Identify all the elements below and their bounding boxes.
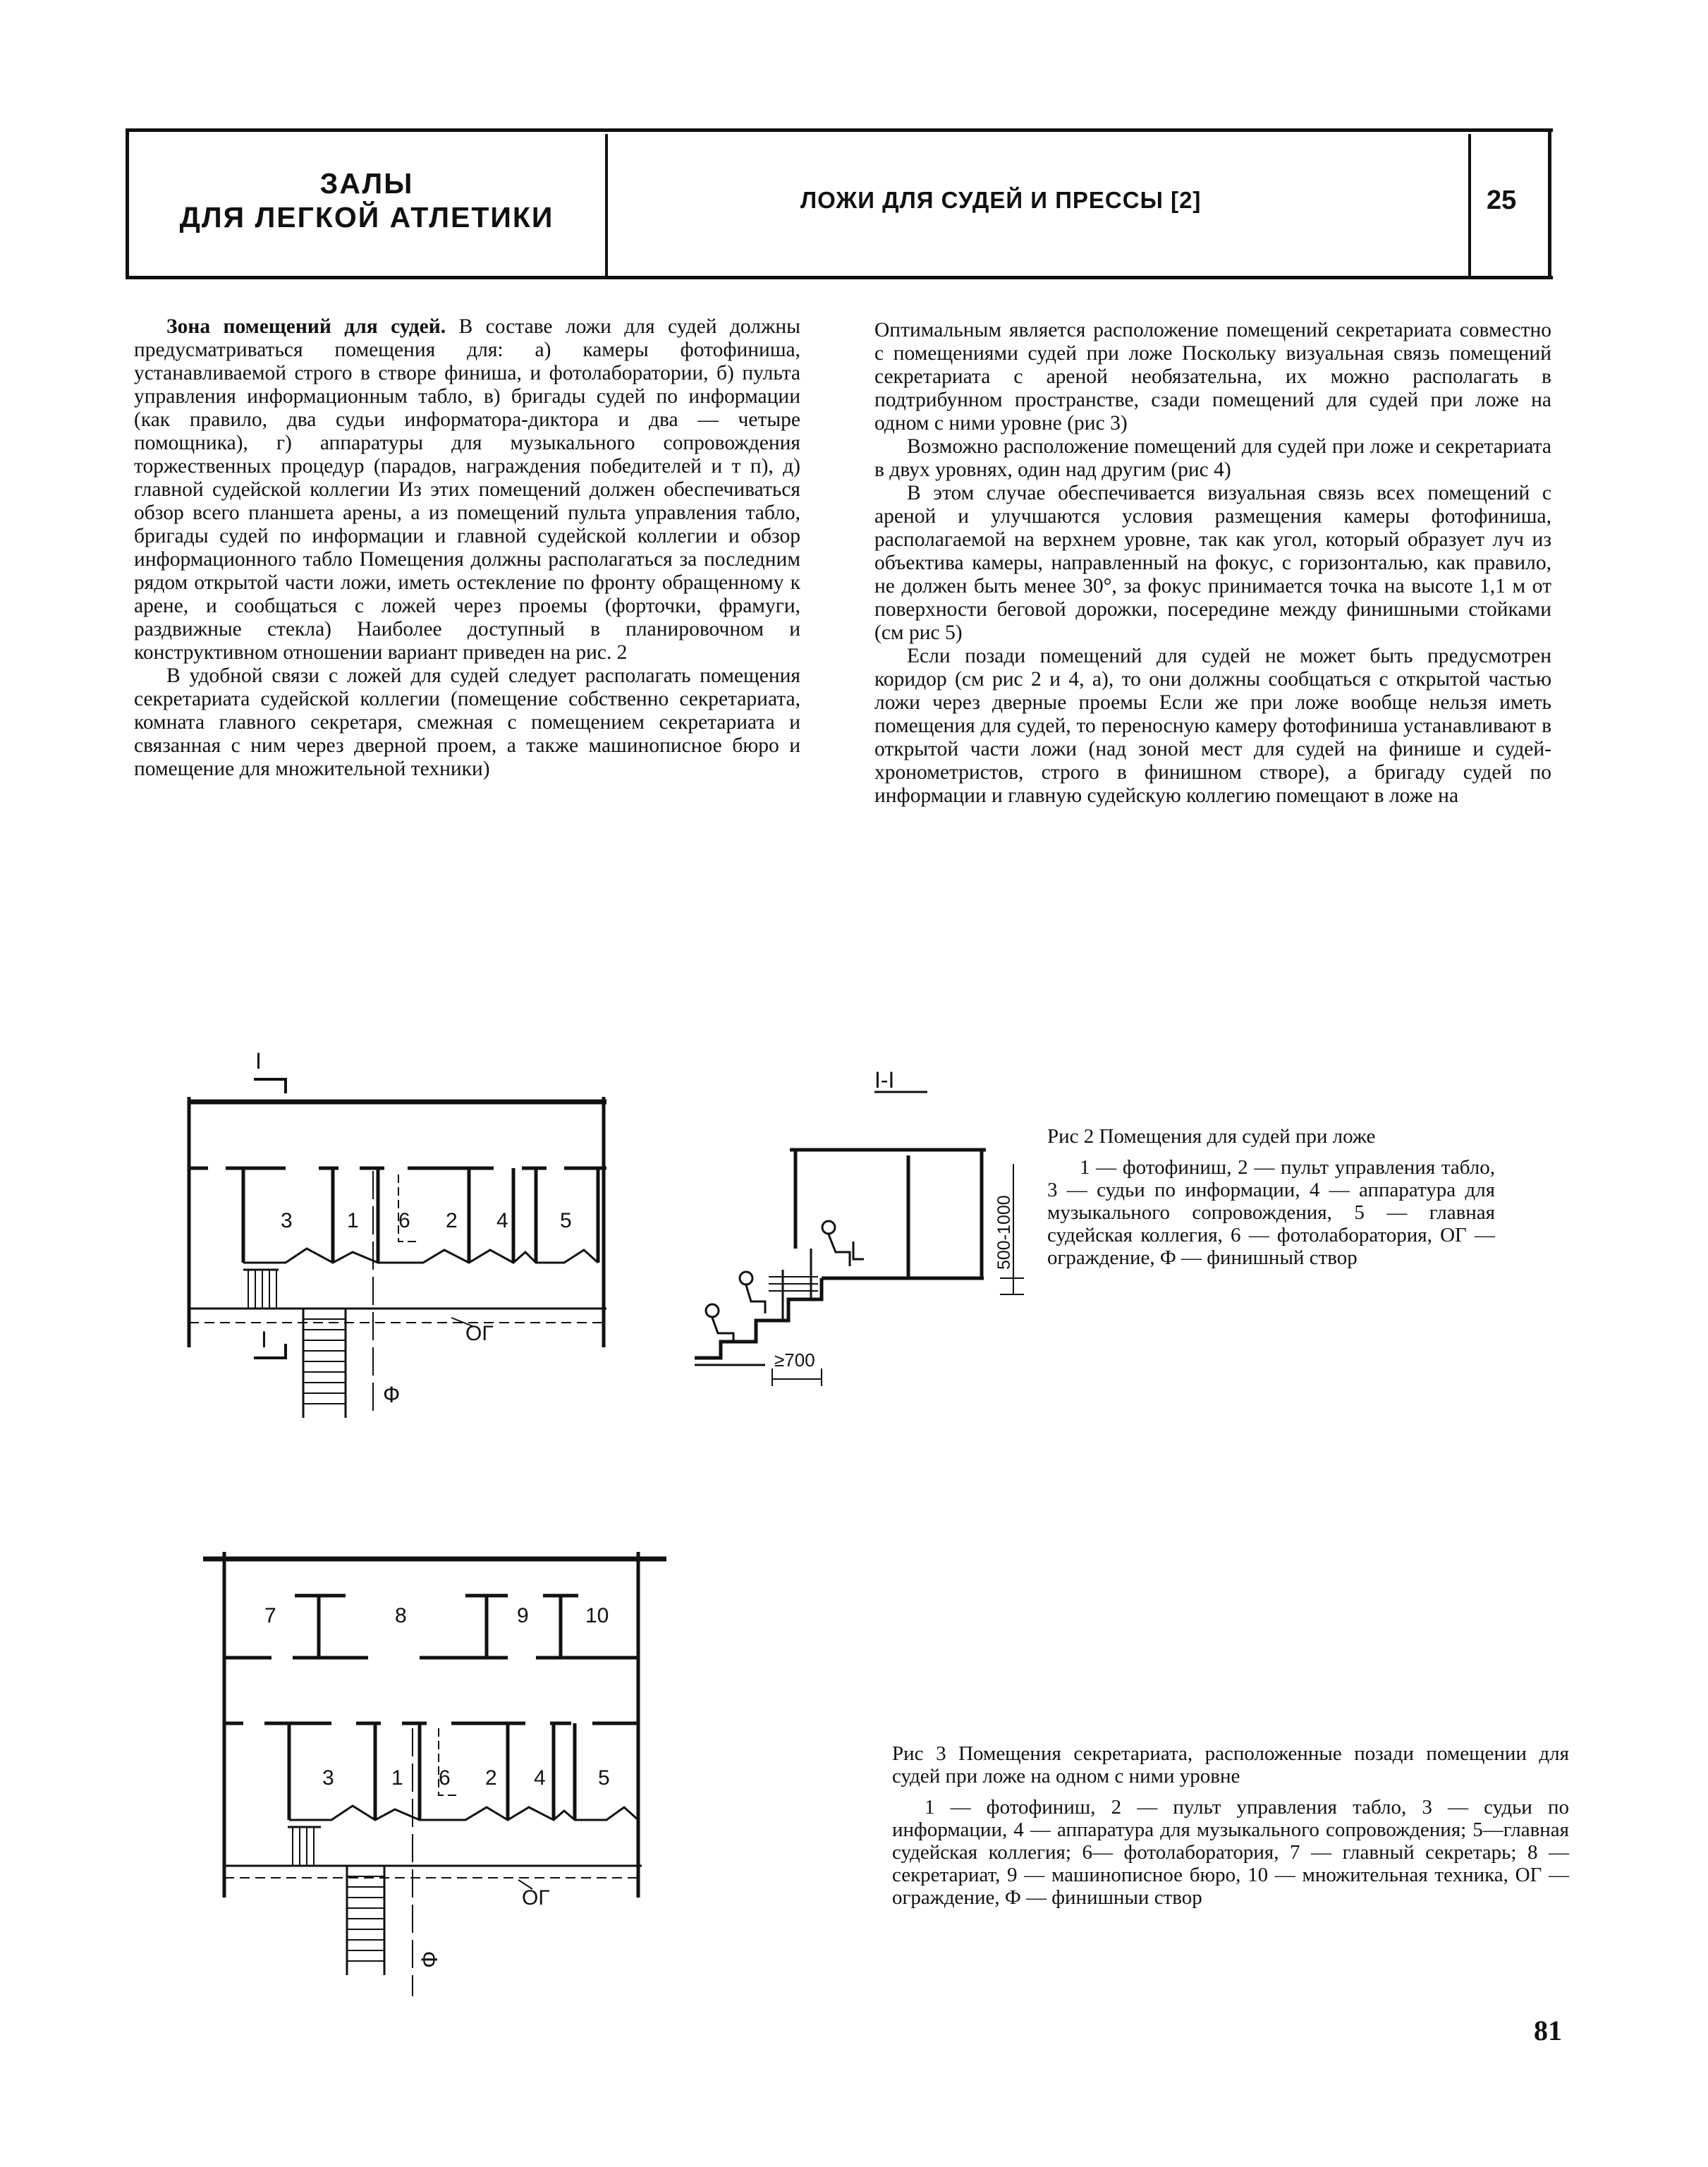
paragraph-text: В составе ложи для судей должны предусматриваться помещения для: а) камеры фотофиниша, устанавливаемой строго в створе финиша, и фотолаборатории, б) пульта управления информационным табло, в) бригады судей по информации (как правило, два судьи информатора-диктора и два — четыре помощника), г) аппаратуры для музыкального сопровождения торжественных процедур (парадов, награждения победителей и т п), д) главной судейской коллегии Из этих помещений должен обеспечиваться обзор всего планшета арены, а из помещений пульта управления табло, бригады судей по информации и главной судейской коллегии и обзор информационного табло Помещения должны располагаться за последним рядом открытой части ложи, иметь остекление по фронту обращенному к арене, и сообщаться с ложей через проемы (форточки, фрамуги, раздвижные стекла) Наиболее доступный в планировочном и конструктивном отношении вариант приведен на рис. 2 <box>134 315 800 664</box>
paragraph: Возможно расположение помещений для судей при ложе и секретариата в двух уровнях, один над другим (рис 4) <box>874 435 1551 481</box>
sheet-number: 25 <box>1487 186 1517 215</box>
caption-legend: 1 — фотофиниш, 2 — пульт управления табло, 3 — судьи по информации, 4 — аппаратура для музыкального сопровождения, 5 — главная судейская коллегия, 6 — фотолаборатория, ОГ — ограждение, Ф — финишный створ <box>1047 1156 1495 1269</box>
plan-label: 5 <box>560 1209 572 1232</box>
plan-label: 4 <box>496 1209 508 1232</box>
plan-label: 2 <box>446 1209 458 1232</box>
figure-3-caption <box>892 1742 1569 1909</box>
plan-label: 10 <box>585 1604 609 1627</box>
plan-label: 6 <box>439 1766 451 1790</box>
caption-title: Рис 3 Помещения секретариата, расположенные позади помещении для судей при ложе на одном с ними уровне <box>892 1742 1569 1787</box>
page-topic: ЛОЖИ ДЛЯ СУДЕЙ И ПРЕССЫ [2] <box>800 187 1202 213</box>
plan-label-finish: Ф <box>417 1950 442 1968</box>
cut-label: I <box>261 1327 267 1352</box>
section-title: I-I <box>874 1067 895 1093</box>
plan-label: 3 <box>322 1766 334 1790</box>
dimension-height: 500-1000 <box>994 1195 1014 1270</box>
section-title-line: ЗАЛЫ <box>319 167 414 200</box>
plan-label: 7 <box>264 1604 276 1627</box>
paragraph-lead: Зона помещений для судей. <box>166 315 446 338</box>
paragraph: Оптимальным является расположение помещений секретариата совместно с помещениями судей при ложе Поскольку визуальная связь помещений секретариата с ареной необязательна, их можно располагать в подтрибунном пространстве, сзади помещений для судей при ложе на одном с ними уровне (рис 3) <box>874 319 1551 435</box>
plan-label: 5 <box>598 1766 610 1790</box>
plan-label: 9 <box>517 1604 529 1627</box>
cut-label: I <box>255 1048 262 1074</box>
dimension-width: ≥700 <box>774 1349 815 1371</box>
plan-label: 2 <box>485 1766 497 1790</box>
plan-label: 3 <box>281 1209 293 1232</box>
plan-label: 6 <box>398 1209 410 1232</box>
plan-label: 1 <box>347 1209 359 1232</box>
caption-legend: 1 — фотофиниш, 2 — пульт управления табло, 3 — судьи по информации, 4 — аппаратура для музыкального сопровождения; 5—главная судейская коллегия; 6— фотолаборатория, 7 — главный секретарь; 8 — секретариат, 9 — машинописное бюро, 10 — множительная техника, ОГ — ограждение, Ф — финишныи створ <box>892 1796 1569 1909</box>
paragraph: Если позади помещений для судей не может быть предусмотрен коридор (см рис 2 и 4, а), то они должны сообщаться с открытой частью ложи через дверные проемы Если же при ложе вообще нельзя иметь помещения для судей, то переносную камеру фотофиниша устанавливают в открытой части ложи (над зоной мест для судей на финише и судей-хронометристов, строго в финишном створе), а бригаду судей по информации и главную судейскую коллегию помещают в ложе на <box>874 645 1551 807</box>
plan-label-finish: Ф <box>383 1382 401 1407</box>
plan-label: 1 <box>391 1766 403 1790</box>
section-title-line: ДЛЯ ЛЕГКОЙ АТЛЕТИКИ <box>179 201 554 233</box>
paragraph: В удобной связи с ложей для судей следует располагать помещения секретариата судейской коллегии (помещение собственно секретариата, комната главного секретаря, смежная с помещением секретариата и связанная с ним через дверной проем, а также машинописное бюро и помещение для множительной техники) <box>134 664 800 780</box>
plan-label-og: ОГ <box>522 1886 550 1910</box>
plan-label: 4 <box>534 1766 546 1790</box>
plan-label: 8 <box>395 1604 407 1627</box>
paragraph: В этом случае обеспечивается визуальная связь всех помещений с ареной и улучшаются условия размещения камеры фотофиниша, располагаемой на верхнем уровне, так как угол, который образует луч из объектива камеры, направленный на фокус, с горизонталью, как правило, не должен быть менее 30°, за фокус принимается точка на высоте 1,1 м от поверхности беговой дорожки, посередине между финишными стойками (см рис 5) <box>874 482 1551 644</box>
page-number: 81 <box>1534 2015 1562 2046</box>
plan-label-og: ОГ <box>465 1322 494 1345</box>
caption-title: Рис 2 Помещения для судей при ложе <box>1047 1125 1376 1148</box>
